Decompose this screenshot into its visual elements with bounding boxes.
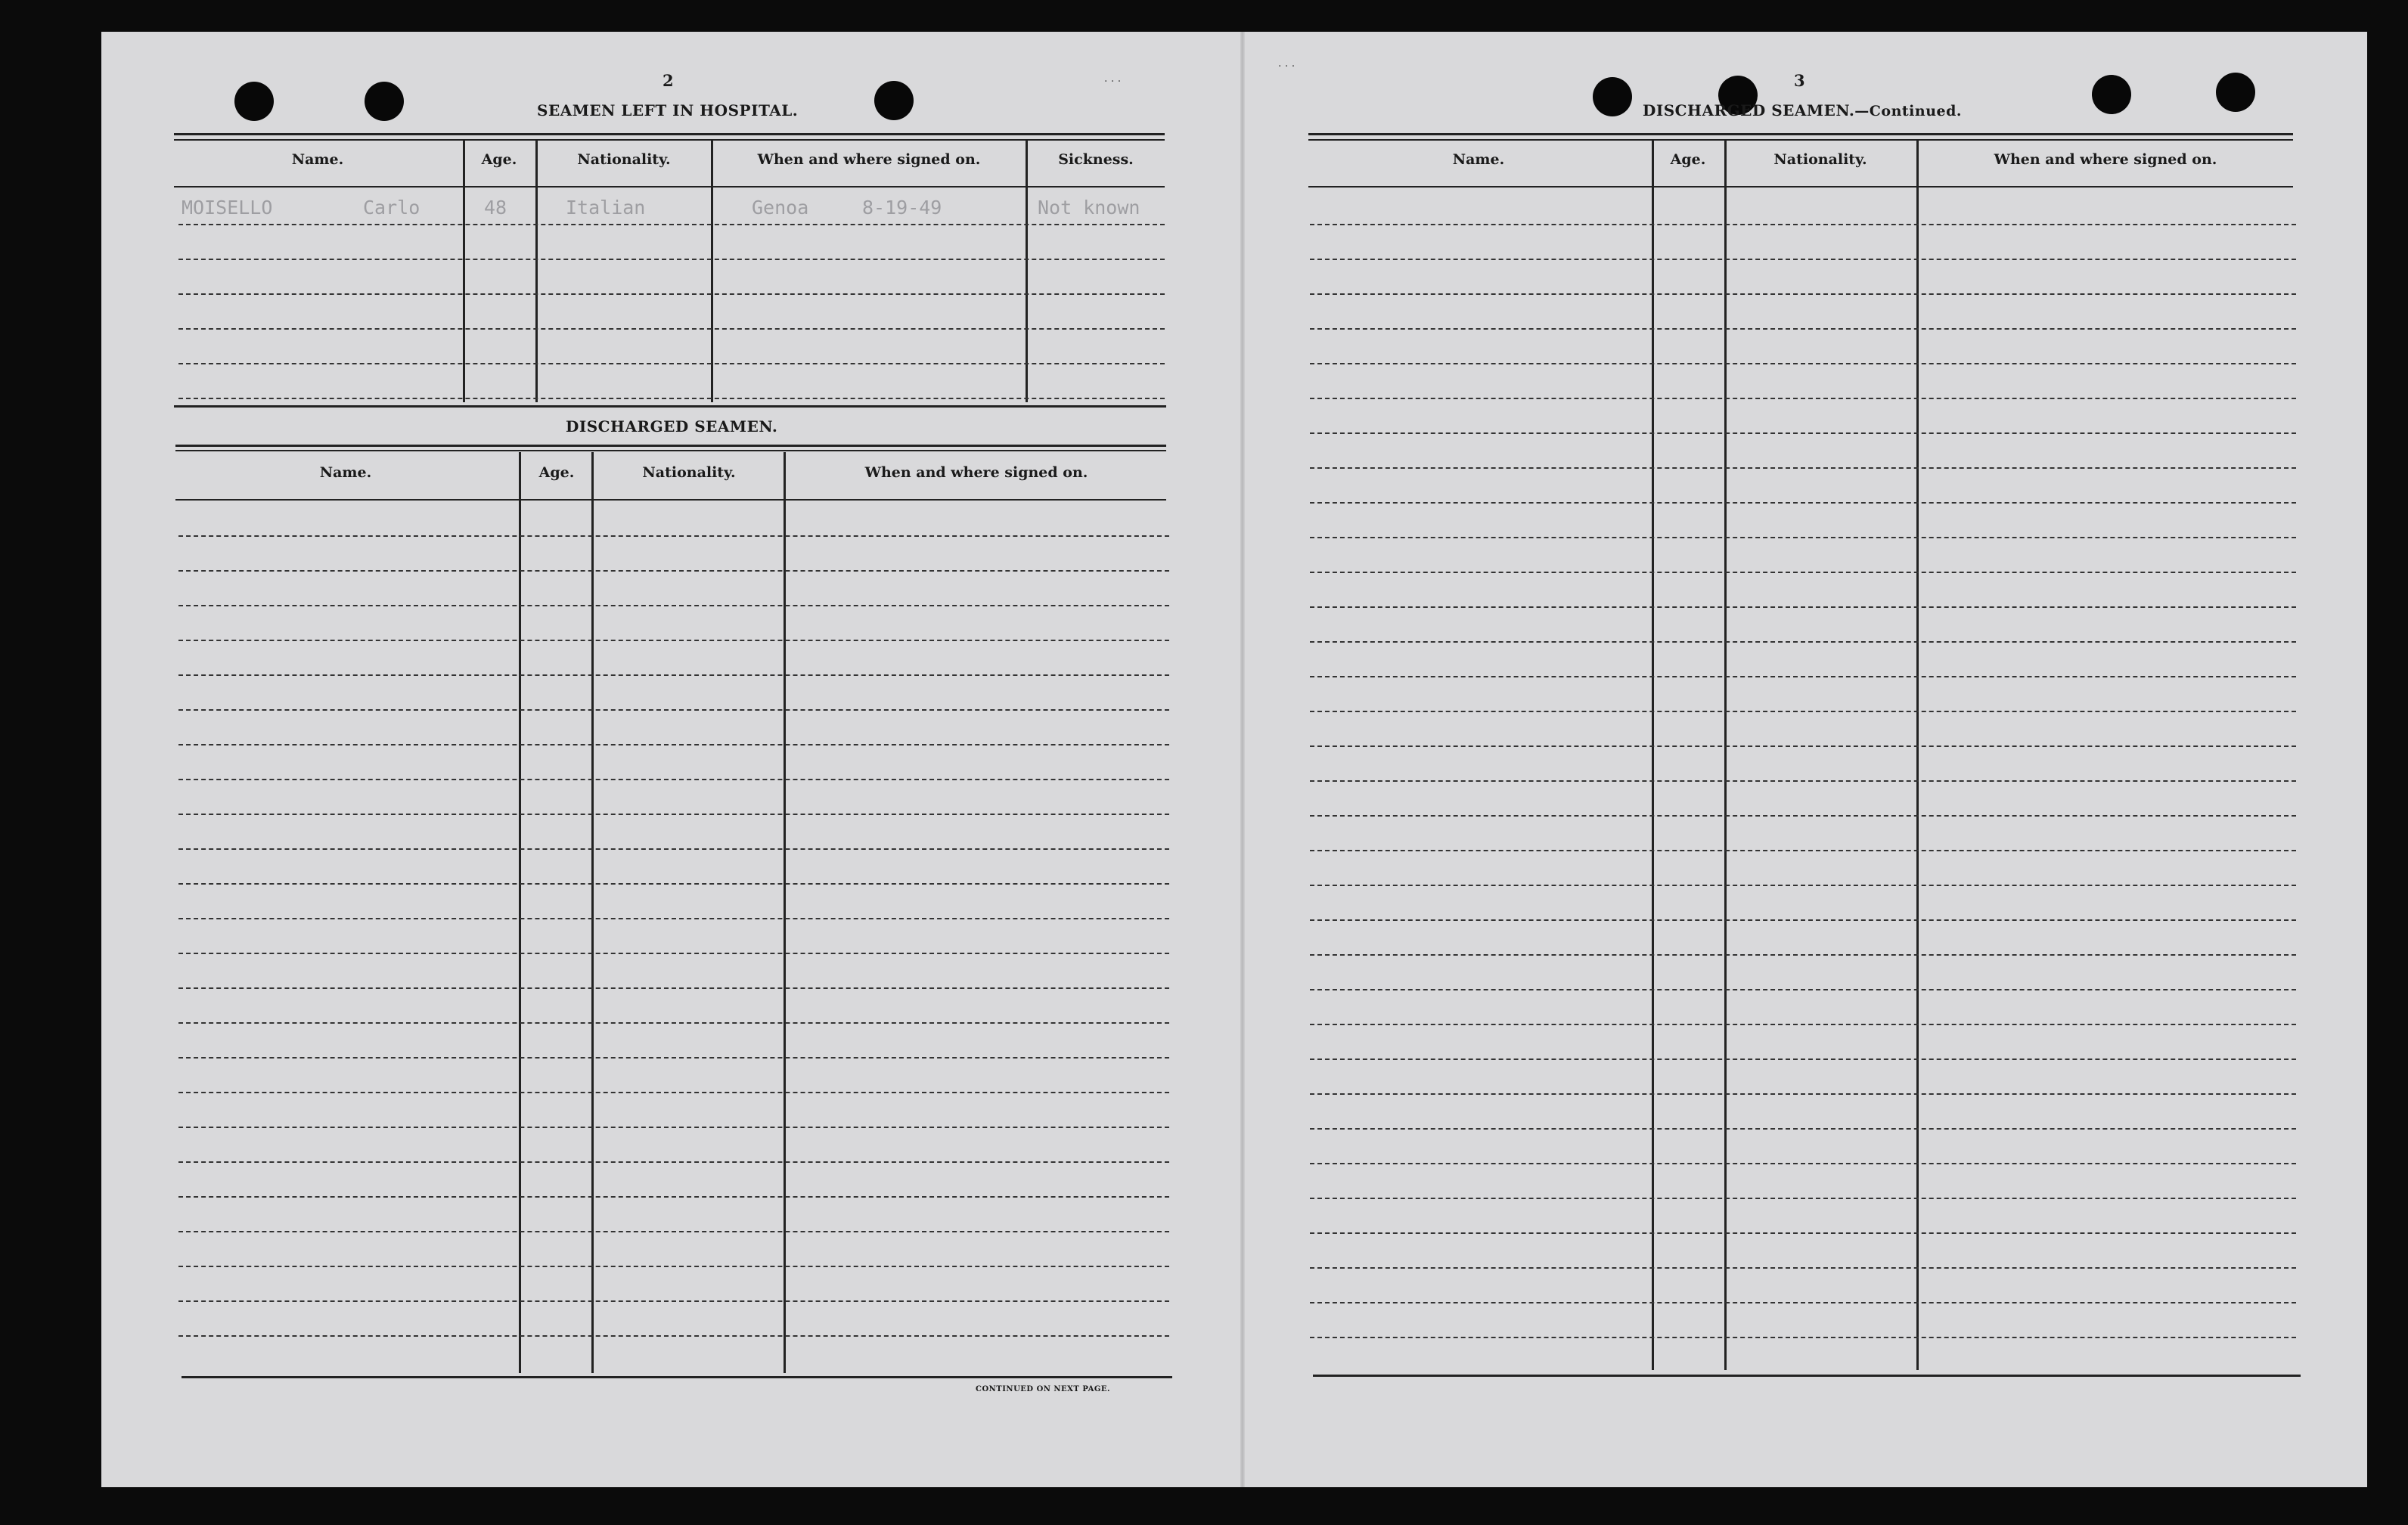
entry-line bbox=[1310, 1302, 2296, 1303]
punch-hole bbox=[1593, 77, 1632, 116]
entry-line bbox=[1310, 919, 2296, 921]
entry-line bbox=[1310, 502, 2296, 504]
header-rule bbox=[174, 186, 1165, 188]
entry-line bbox=[178, 744, 1169, 745]
seaman-age: 48 bbox=[484, 197, 507, 219]
entry-line bbox=[178, 640, 1169, 641]
column-header-signed-on: When and where signed on. bbox=[864, 464, 1088, 481]
table-rule bbox=[174, 405, 1166, 408]
entry-line bbox=[1310, 259, 2296, 260]
entry-line bbox=[178, 398, 1165, 399]
signed-on-place: Genoa bbox=[752, 197, 809, 219]
table-rule bbox=[182, 1376, 1172, 1378]
entry-line bbox=[178, 814, 1169, 815]
entry-line bbox=[1310, 328, 2296, 330]
column-header-sickness: Sickness. bbox=[1058, 151, 1134, 168]
entry-line bbox=[1310, 1337, 2296, 1338]
entry-line bbox=[1310, 572, 2296, 573]
entry-line bbox=[1310, 467, 2296, 469]
table-rule bbox=[174, 133, 1165, 135]
entry-line bbox=[178, 293, 1165, 295]
section-title-discharged: DISCHARGED SEAMEN. bbox=[566, 417, 778, 435]
entry-line bbox=[178, 259, 1165, 260]
seaman-sickness: Not known bbox=[1038, 197, 1140, 219]
table-rule bbox=[174, 139, 1165, 141]
entry-line bbox=[1310, 537, 2296, 538]
scan-mark: · · · bbox=[1278, 60, 1296, 73]
entry-line bbox=[1310, 989, 2296, 990]
entry-line bbox=[1310, 606, 2296, 608]
entry-line bbox=[1310, 954, 2296, 956]
entry-line bbox=[1310, 1059, 2296, 1060]
entry-line bbox=[178, 987, 1169, 989]
section-title-text: DISCHARGED SEAMEN. bbox=[1643, 101, 1855, 119]
table-rule bbox=[1308, 133, 2293, 135]
continued-note: CONTINUED ON NEXT PAGE. bbox=[976, 1385, 1111, 1393]
column-header-signed-on: When and where signed on. bbox=[757, 151, 981, 168]
entry-line bbox=[178, 1057, 1169, 1059]
column-header-name: Name. bbox=[1452, 151, 1505, 168]
entry-line bbox=[1310, 711, 2296, 712]
column-header-name: Name. bbox=[319, 464, 372, 481]
entry-line bbox=[178, 605, 1169, 606]
entry-line bbox=[178, 1022, 1169, 1024]
column-header-signed-on: When and where signed on. bbox=[1994, 151, 2217, 168]
column-divider bbox=[1916, 141, 1919, 1370]
entry-line bbox=[178, 848, 1169, 850]
table-rule bbox=[175, 445, 1166, 447]
page-number: 2 bbox=[663, 71, 674, 90]
column-divider bbox=[591, 452, 594, 1373]
table-rule bbox=[175, 450, 1166, 451]
entry-line bbox=[178, 918, 1169, 919]
entry-line bbox=[178, 535, 1169, 537]
entry-line bbox=[178, 709, 1169, 711]
entry-line bbox=[178, 779, 1169, 780]
entry-line bbox=[1310, 1163, 2296, 1164]
entry-line bbox=[178, 1161, 1169, 1163]
punch-hole bbox=[365, 82, 404, 121]
entry-line bbox=[1310, 1024, 2296, 1025]
signed-on-date: 8-19-49 bbox=[862, 197, 942, 219]
column-header-age: Age. bbox=[1670, 151, 1706, 168]
table-rule bbox=[1308, 139, 2293, 141]
column-divider bbox=[1724, 141, 1727, 1370]
entry-line bbox=[178, 1335, 1169, 1337]
punch-hole bbox=[2216, 73, 2255, 112]
entry-line bbox=[178, 1196, 1169, 1198]
header-rule bbox=[1308, 186, 2293, 188]
column-divider bbox=[1652, 141, 1654, 1370]
scanned-document bbox=[101, 32, 2367, 1487]
entry-line bbox=[1310, 745, 2296, 747]
entry-line bbox=[1310, 432, 2296, 434]
entry-line bbox=[178, 674, 1169, 676]
entry-line bbox=[178, 570, 1169, 572]
seaman-nationality: Italian bbox=[566, 197, 646, 219]
entry-line bbox=[178, 883, 1169, 885]
entry-line bbox=[1310, 885, 2296, 886]
section-title-suffix: —Continued. bbox=[1854, 103, 1963, 119]
column-header-nationality: Nationality. bbox=[642, 464, 736, 481]
seaman-given-name: Carlo bbox=[363, 197, 420, 219]
page-fold bbox=[1240, 32, 1245, 1487]
section-title-discharged-continued bbox=[1643, 101, 1962, 119]
column-header-nationality: Nationality. bbox=[1773, 151, 1867, 168]
page-number: 3 bbox=[1794, 71, 1805, 90]
entry-line bbox=[1310, 780, 2296, 782]
table-rule bbox=[1313, 1375, 2301, 1377]
entry-line bbox=[1310, 850, 2296, 851]
entry-line bbox=[178, 953, 1169, 954]
scan-mark: · · · bbox=[1104, 76, 1122, 88]
entry-line bbox=[1310, 398, 2296, 399]
entry-line bbox=[1310, 1198, 2296, 1199]
entry-line bbox=[1310, 1232, 2296, 1234]
column-header-nationality: Nationality. bbox=[577, 151, 671, 168]
entry-line bbox=[178, 1266, 1169, 1267]
entry-line bbox=[1310, 1093, 2296, 1095]
entry-line bbox=[1310, 293, 2296, 295]
entry-line bbox=[1310, 815, 2296, 817]
entry-line bbox=[1310, 224, 2296, 225]
entry-line bbox=[1310, 1267, 2296, 1269]
column-divider bbox=[519, 452, 521, 1373]
entry-line bbox=[178, 1127, 1169, 1128]
entry-line bbox=[178, 363, 1165, 364]
section-title-hospital: SEAMEN LEFT IN HOSPITAL. bbox=[537, 101, 799, 119]
entry-line bbox=[1310, 363, 2296, 364]
punch-hole bbox=[874, 81, 914, 120]
entry-line bbox=[178, 224, 1165, 225]
entry-line bbox=[1310, 641, 2296, 643]
entry-line bbox=[178, 1092, 1169, 1093]
punch-hole bbox=[234, 82, 274, 121]
entry-line bbox=[178, 1300, 1169, 1302]
entry-line bbox=[178, 1231, 1169, 1232]
punch-hole bbox=[2092, 75, 2131, 114]
entry-line bbox=[1310, 1128, 2296, 1130]
entry-line bbox=[178, 328, 1165, 330]
column-divider bbox=[784, 452, 786, 1373]
column-header-name: Name. bbox=[291, 151, 344, 168]
header-rule bbox=[175, 499, 1166, 501]
entry-line bbox=[1310, 676, 2296, 677]
column-header-age: Age. bbox=[538, 464, 575, 481]
column-header-age: Age. bbox=[481, 151, 517, 168]
seaman-surname: MOISELLO bbox=[182, 197, 273, 219]
